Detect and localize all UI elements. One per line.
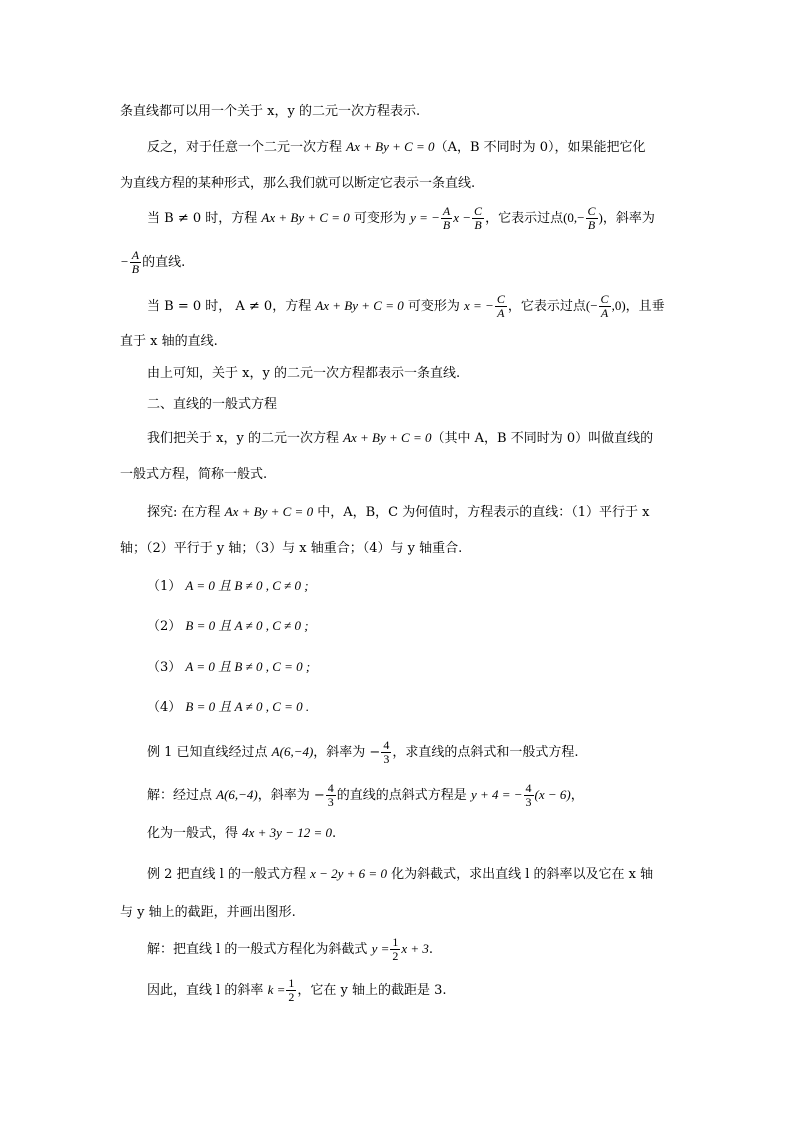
paragraph-text: ，它表示过点 [485, 211, 564, 226]
paragraph-text: 一般式方程，简称一般式. [120, 467, 268, 482]
section-heading [147, 395, 277, 415]
paragraph-text: ，它在 y 轴上的截距是 3. [297, 983, 447, 998]
numerator: C [496, 292, 505, 306]
paragraph-text: 轴；（2）平行于 y 轴；（3）与 x 轴重合；（4）与 y 轴重合. [120, 541, 463, 556]
paragraph-text: ，且垂 [625, 299, 665, 314]
solution-line [147, 782, 584, 809]
text-line [147, 428, 653, 449]
paragraph-text: . [428, 942, 434, 957]
equation: (− [585, 298, 598, 313]
equation: (0,− [563, 210, 585, 225]
paragraph-text: 解：经过点 [147, 788, 217, 803]
fraction [599, 293, 611, 320]
equation: x − [453, 210, 472, 225]
text-line [147, 364, 460, 384]
equation: Ax + By + C = 0 [261, 210, 350, 225]
case-item [147, 576, 309, 597]
solution-line [147, 823, 336, 844]
text-line [120, 332, 218, 352]
paragraph-text: . [332, 826, 337, 841]
case-number: （3） [147, 660, 186, 675]
numerator: A [442, 204, 451, 218]
paragraph-text: 反之，对于任意一个二元一次方程 [147, 140, 347, 155]
paragraph-text: ，求直线的点斜式和一般式方程. [392, 745, 579, 760]
paragraph-text: 的直线. [142, 255, 186, 270]
text-line [147, 293, 665, 320]
numerator: C [600, 292, 609, 306]
fraction [586, 205, 598, 232]
example-line [147, 864, 653, 885]
equation: Ax + By + C = 0 [346, 139, 435, 154]
equation: A = 0 且 B ≠ 0 , C ≠ 0 ; [185, 578, 309, 593]
example-line [147, 739, 578, 766]
paragraph-text: 我们把关于 x，y 的二元一次方程 [147, 431, 344, 446]
paragraph-text: 化为斜截式，求出直线 l 的斜率以及它在 x 轴 [386, 867, 654, 882]
case-item [147, 616, 309, 637]
text-line [120, 465, 267, 485]
paragraph-text: 由上可知，关于 x，y 的二元一次方程都表示一条直线. [147, 366, 461, 381]
text-line [147, 137, 646, 158]
numerator: C [587, 204, 596, 218]
denominator: B [131, 262, 140, 276]
equation: y = [371, 941, 390, 956]
paragraph-text: 例 2 把直线 l 的一般式方程 [147, 867, 311, 882]
paragraph-text: 例 1 已知直线经过点 [147, 745, 272, 760]
denominator: B [587, 218, 596, 232]
equation: Ax + By + C = 0 [224, 504, 314, 519]
paragraph-text: ，斜率为 [602, 211, 655, 226]
case-number: （2） [147, 619, 186, 634]
text-line [147, 205, 655, 232]
paragraph-text: 解：把直线 l 的一般式方程化为斜截式 [147, 942, 372, 957]
numerator: A [131, 248, 140, 262]
paragraph-text: （A，B 不同时为 0），如果能把它化 [434, 140, 646, 155]
numerator: 4 [525, 781, 532, 795]
text-line [120, 102, 420, 122]
equation: x = − [464, 298, 494, 313]
fraction [524, 782, 534, 809]
fraction [495, 293, 507, 320]
denominator: 3 [383, 752, 390, 766]
paragraph-text: ，它表示过点 [507, 299, 586, 314]
paragraph-text: （其中 A，B 不同时为 0）叫做直线的 [431, 431, 654, 446]
equation: x + 3 [401, 941, 429, 956]
paragraph-text: 条直线都可以用一个关于 x，y 的二元一次方程表示. [120, 104, 421, 119]
equation: k = [267, 982, 286, 997]
equation: y + 4 = − [470, 787, 523, 802]
paragraph-text: 可变形为 [403, 299, 465, 314]
denominator: A [600, 306, 609, 320]
denominator: 3 [327, 795, 334, 809]
paragraph-text: ，斜率为 − [257, 788, 325, 803]
equation: B = 0 且 A ≠ 0 , C = 0 . [185, 699, 310, 714]
fraction [381, 739, 391, 766]
paragraph-text: ， [570, 788, 584, 803]
fraction [130, 249, 141, 276]
equation: 4x + 3y − 12 = 0 [242, 825, 332, 840]
paragraph-text: 与 y 轴上的截距，并画出图形. [120, 905, 296, 920]
equation: y = − [410, 210, 440, 225]
case-item [147, 697, 309, 718]
denominator: B [442, 218, 451, 232]
equation: B = 0 且 A ≠ 0 , C ≠ 0 ; [185, 618, 309, 633]
numerator: 4 [327, 781, 334, 795]
fraction [390, 936, 400, 963]
equation: Ax + By + C = 0 [343, 430, 432, 445]
numerator: 4 [383, 738, 390, 752]
fraction [326, 782, 336, 809]
solution-line [147, 936, 433, 963]
denominator: 3 [525, 795, 532, 809]
paragraph-text: 探究: 在方程 [147, 505, 225, 520]
paragraph-text: 的直线的点斜式方程是 [336, 788, 471, 803]
paragraph-text: 当 B = 0 时， A ≠ 0，方程 [147, 299, 316, 314]
numerator: 1 [288, 976, 295, 990]
heading-text: 二、直线的一般式方程 [147, 397, 278, 412]
denominator: B [474, 218, 482, 232]
fraction [441, 205, 452, 232]
solution-line [147, 977, 447, 1004]
equation: Ax + By + C = 0 [315, 298, 404, 313]
equation: − [120, 254, 129, 269]
paragraph-text: 可变形为 [349, 211, 411, 226]
paragraph-text: ，斜率为 − [313, 745, 381, 760]
text-line [120, 249, 185, 276]
equation: A = 0 且 B ≠ 0 , C = 0 ; [185, 659, 311, 674]
equation: ) [598, 210, 603, 225]
case-number: （4） [147, 700, 186, 715]
paragraph-text: 化为一般式，得 [147, 826, 243, 841]
text-line [120, 174, 475, 194]
paragraph-text: 中，A，B，C 为何值时，方程表示的直线：（1）平行于 x [313, 505, 650, 520]
equation: ,0) [611, 298, 626, 313]
equation: A(6,−4) [216, 787, 258, 802]
fraction [286, 977, 296, 1004]
equation: x − 2y + 6 = 0 [310, 866, 387, 881]
numerator: 1 [392, 935, 399, 949]
equation: (x − 6) [534, 787, 571, 802]
paragraph-text: 因此，直线 l 的斜率 [147, 983, 268, 998]
text-line [120, 539, 462, 559]
case-item [147, 657, 310, 678]
equation: A(6,−4) [271, 744, 314, 759]
paragraph-text: 为直线方程的某种形式，那么我们就可以断定它表示一条直线. [120, 176, 476, 191]
fraction [472, 205, 484, 232]
paragraph-text: 当 B ≠ 0 时，方程 [147, 211, 262, 226]
text-line [147, 502, 649, 523]
numerator: C [474, 204, 483, 218]
paragraph-text: 直于 x 轴的直线. [120, 334, 218, 349]
denominator: A [497, 306, 505, 320]
denominator: 2 [288, 990, 295, 1004]
text-line [120, 903, 296, 923]
denominator: 2 [392, 949, 399, 963]
case-number: （1） [147, 579, 186, 594]
